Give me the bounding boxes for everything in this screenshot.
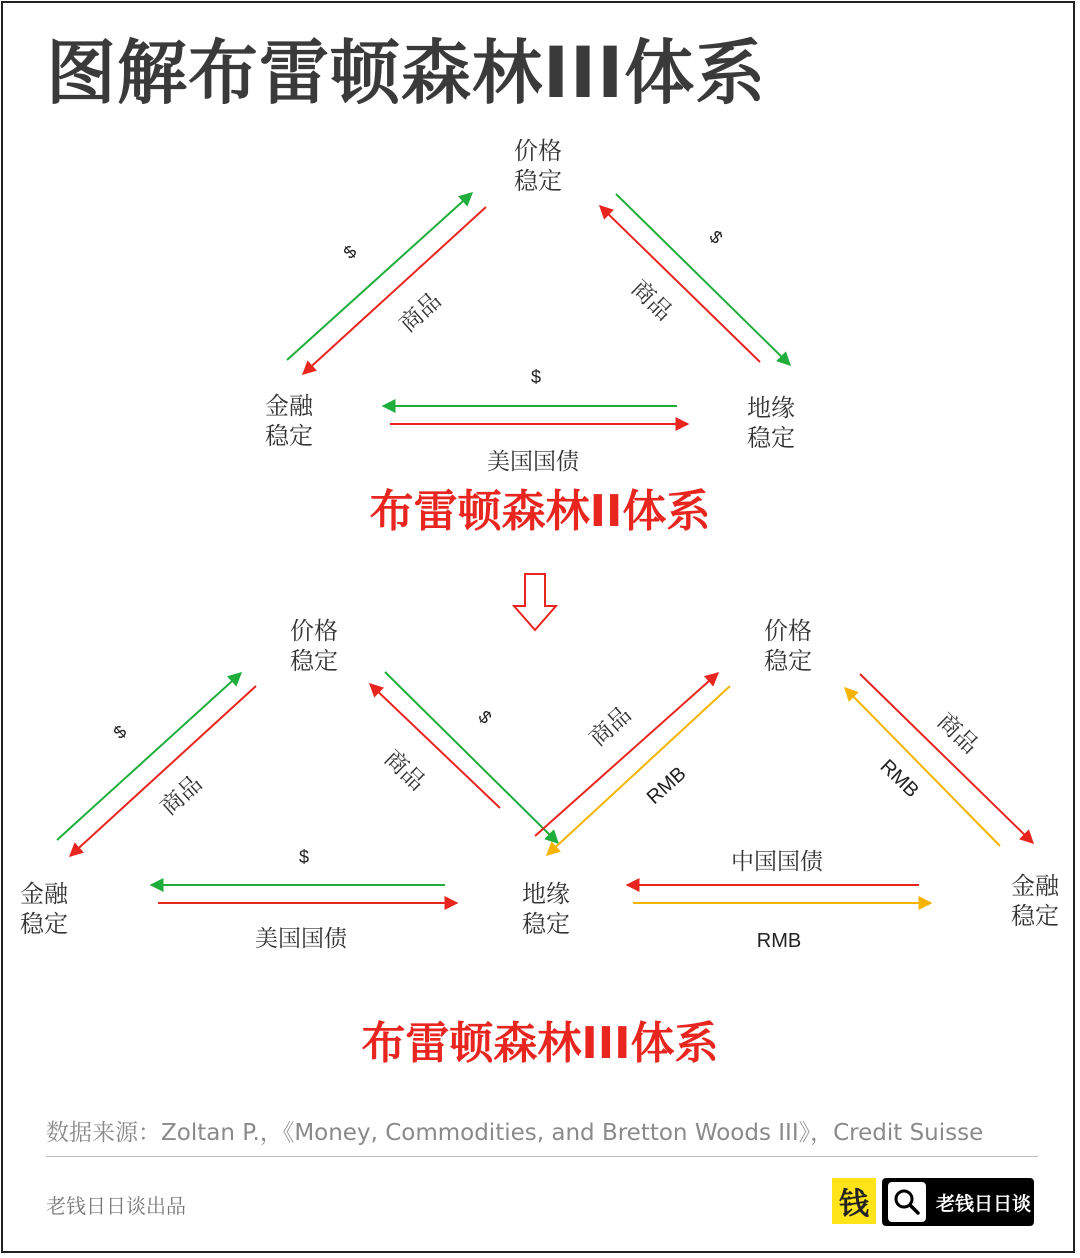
top-label-bonds-bottom: 美国国债: [487, 449, 579, 475]
top-arrow-finance-to-price-dollar: [287, 193, 472, 360]
bottom-label-bonds-us: 美国国债: [255, 926, 347, 952]
page-title: 图解布雷顿森林III体系: [46, 32, 767, 114]
bottom-label-goods-cn-right: 商品: [931, 708, 983, 760]
bottom-left-node-finance-line2: 稳定: [20, 910, 68, 938]
top-system-title: 布雷顿森林II体系: [369, 486, 711, 537]
bottom-left-node-price-line2: 稳定: [290, 647, 338, 675]
bottom-arrow-finance-to-price-dollar: [57, 673, 241, 840]
bottom-label-goods-mid: 商品: [378, 745, 430, 797]
top-arrow-geo-to-price-goods: [600, 206, 760, 362]
bottom-arrow-price-to-finance-goods: [70, 686, 256, 856]
bottom-right-node-price-line1: 价格: [764, 617, 812, 645]
top-node-geo-line1: 地缘: [747, 394, 795, 422]
top-node-geo-line2: 稳定: [747, 424, 795, 452]
search-badge[interactable]: [882, 1178, 1034, 1226]
bottom-label-goods-cn-left: 商品: [584, 701, 637, 752]
brand-logo-char: 钱: [839, 1187, 869, 1222]
data-source-note: 数据来源：Zoltan P.，《Money, Commodities, and Bretton Woods III》，Credit Suisse: [46, 1120, 984, 1146]
bottom-right-node-price-line2: 稳定: [764, 647, 812, 675]
bottom-label-goods-left: 商品: [155, 770, 208, 821]
footer-credit: 老钱日日谈出品: [46, 1194, 186, 1218]
bottom-label-dollar-bottom: $: [298, 847, 310, 867]
bottom-node-geo-line2: 稳定: [522, 910, 570, 938]
top-label-dollar-bottom: $: [530, 367, 542, 387]
bottom-arrow-price-to-geo-dollar: [385, 672, 558, 843]
bottom-arrow-cnfinance-to-cnprice-rmb: [845, 688, 1000, 846]
bottom-label-rmb-cn-left: RMB: [642, 762, 691, 809]
bottom-system-title: 布雷顿森林III体系: [361, 1018, 719, 1069]
magnifier-icon: [888, 1182, 926, 1222]
top-label-dollar-left: $: [339, 241, 361, 263]
bottom-right-node-finance-line2: 稳定: [1011, 902, 1059, 930]
bottom-label-rmb-bottom: RMB: [756, 930, 802, 952]
bottom-arrow-cnprice-to-geo-rmb: [547, 686, 730, 855]
brand-logo: [832, 1178, 876, 1224]
top-label-goods-left: 商品: [394, 287, 447, 338]
footer-divider: [46, 1156, 1038, 1157]
bottom-left-node-price-line1: 价格: [290, 617, 338, 645]
bottom-label-rmb-cn-right: RMB: [875, 755, 923, 803]
bottom-arrow-cnprice-to-cnfinance-goods: [860, 674, 1033, 843]
bottom-left-node-finance-line1: 金融: [20, 880, 68, 908]
transition-down-arrow-icon: [514, 574, 556, 630]
bottom-label-dollar-left: $: [109, 721, 131, 743]
top-arrow-price-to-finance-goods: [303, 207, 486, 374]
top-node-price-line1: 价格: [514, 137, 562, 165]
top-node-price-line2: 稳定: [514, 167, 562, 195]
search-badge-label: 老钱日日谈: [936, 1192, 1032, 1215]
bottom-arrow-geo-to-price-goods: [370, 684, 500, 808]
top-label-goods-right: 商品: [625, 275, 677, 327]
top-label-dollar-right: $: [705, 226, 727, 248]
bottom-label-dollar-mid: $: [474, 706, 496, 728]
bottom-right-node-finance-line1: 金融: [1011, 872, 1059, 900]
bottom-arrow-geo-to-cnprice-goods: [535, 673, 718, 836]
bottom-node-geo-line1: 地缘: [522, 880, 570, 908]
top-node-finance-line1: 金融: [265, 392, 313, 420]
top-node-finance-line2: 稳定: [265, 422, 313, 450]
bottom-label-bonds-cn: 中国国债: [731, 849, 823, 875]
